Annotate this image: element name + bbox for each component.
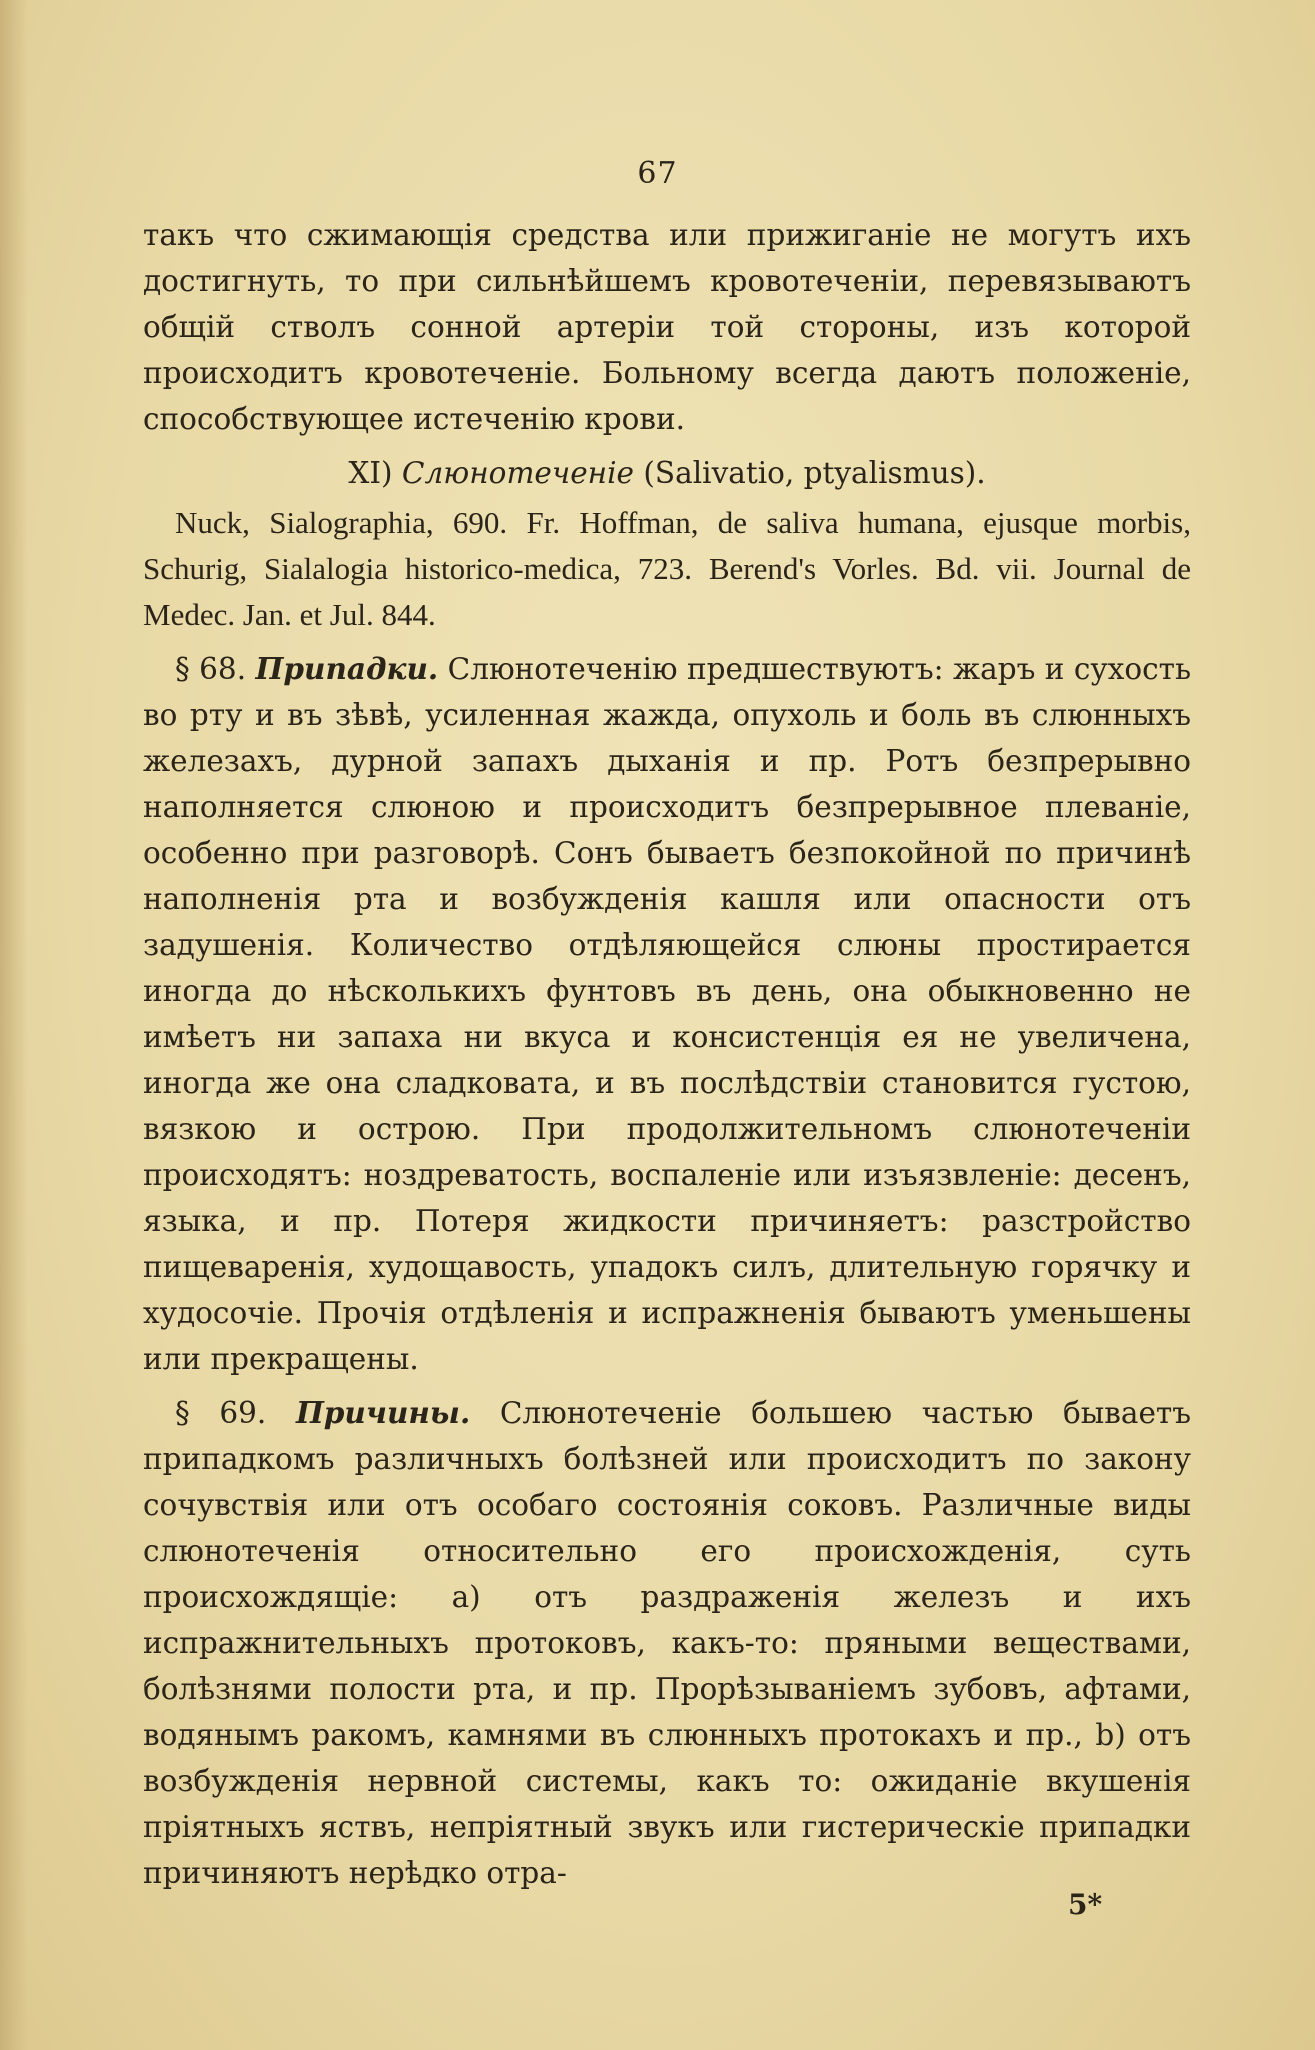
heading-title-lat: (Salivatio, ptyalismus). — [643, 456, 986, 490]
section-68-title: Припадки. — [255, 651, 439, 686]
heading-number: XI) — [348, 456, 393, 490]
signature-mark: 5* — [1068, 1888, 1103, 1921]
section-68-text: Слюнотеченію предшествуютъ: жаръ и сухость во рту и въ зѣвѣ, усиленная жажда, опухоль и боль въ слюнныхъ железахъ, дурной запахъ дыханія и пр. Ротъ безпрерывно наполняется слюною и происходитъ безпрерывное плеваніе, особенно при разговорѣ. Сонъ бываетъ безпокойной по причинѣ наполненія рта и возбужденія кашля или опасности отъ задушенія. Количество отдѣляющейся слюны простирается иногда до нѣсколькихъ фунтовъ въ день, она обыкновенно не имѣетъ ни запаха ни вкуса и консистенція ея не увеличена, иногда же она сладковата, и въ послѣдствіи становится густою, вязкою и острою. При продолжительномъ слюнотеченіи происходятъ: ноздреватость, воспаленіе или изъязвленіе: десенъ, языка, и пр. Потеря жидкости причиняетъ: разстройство пищеваренія, худощавость, упадокъ силъ, длительную горячку и худосочіе. Прочія отдѣленія и испражненія бываютъ уменьшены или прекращены. — [143, 652, 1191, 1376]
page-number: 67 — [637, 156, 678, 191]
section-69-title: Причины. — [295, 1395, 471, 1430]
section-69-label: § 69. — [175, 1396, 267, 1430]
paragraph-continuation: такъ что сжимающія средства или прижиганіе не могутъ ихъ достигнуть, то при сильнѣйшемъ кровотеченіи, перевязываютъ общій стволъ сонной артеріи той стороны, изъ которой происходитъ кровотеченіе. Больному всегда даютъ положеніе, способствующее истеченію крови. — [143, 218, 1191, 436]
section-69-paragraph — [143, 1390, 1191, 1896]
references-paragraph: Nuck, Sialographia, 690. Fr. Hoffman, de saliva humana, ejusque morbis, Schurig, Sialalogia historico-medica, 723. Berend's Vorles. Bd. vii. Journal de Medec. Jan. et Jul. 844. — [143, 505, 1191, 632]
page-text — [143, 212, 1191, 1904]
heading-title-ru: Слюнотеченіе — [401, 456, 635, 490]
section-69-text: Слюнотеченіе большею частью бываетъ припадкомъ различныхъ болѣзней или происходитъ по закону сочувствія или отъ особаго состоянія соковъ. Различные виды слюнотеченія относительно его происхожденія, суть происхождящіе: a) отъ раздраженія железъ и ихъ испражнительныхъ протоковъ, какъ-то: пряными веществами, болѣзнями полости рта, и пр. Прорѣзываніемъ зубовъ, афтами, водянымъ ракомъ, камнями въ слюнныхъ протокахъ и пр., b) отъ возбужденія нервной системы, какъ то: ожиданіе вкушенія пріятныхъ яствъ, непріятный звукъ или гистерическіе припадки причиняютъ нерѣдко отра- — [143, 1396, 1191, 1890]
section-68-label: § 68. — [175, 652, 247, 686]
section-heading — [143, 450, 1191, 496]
section-68-paragraph — [143, 646, 1191, 1382]
page-edge-shadow — [0, 0, 28, 2050]
